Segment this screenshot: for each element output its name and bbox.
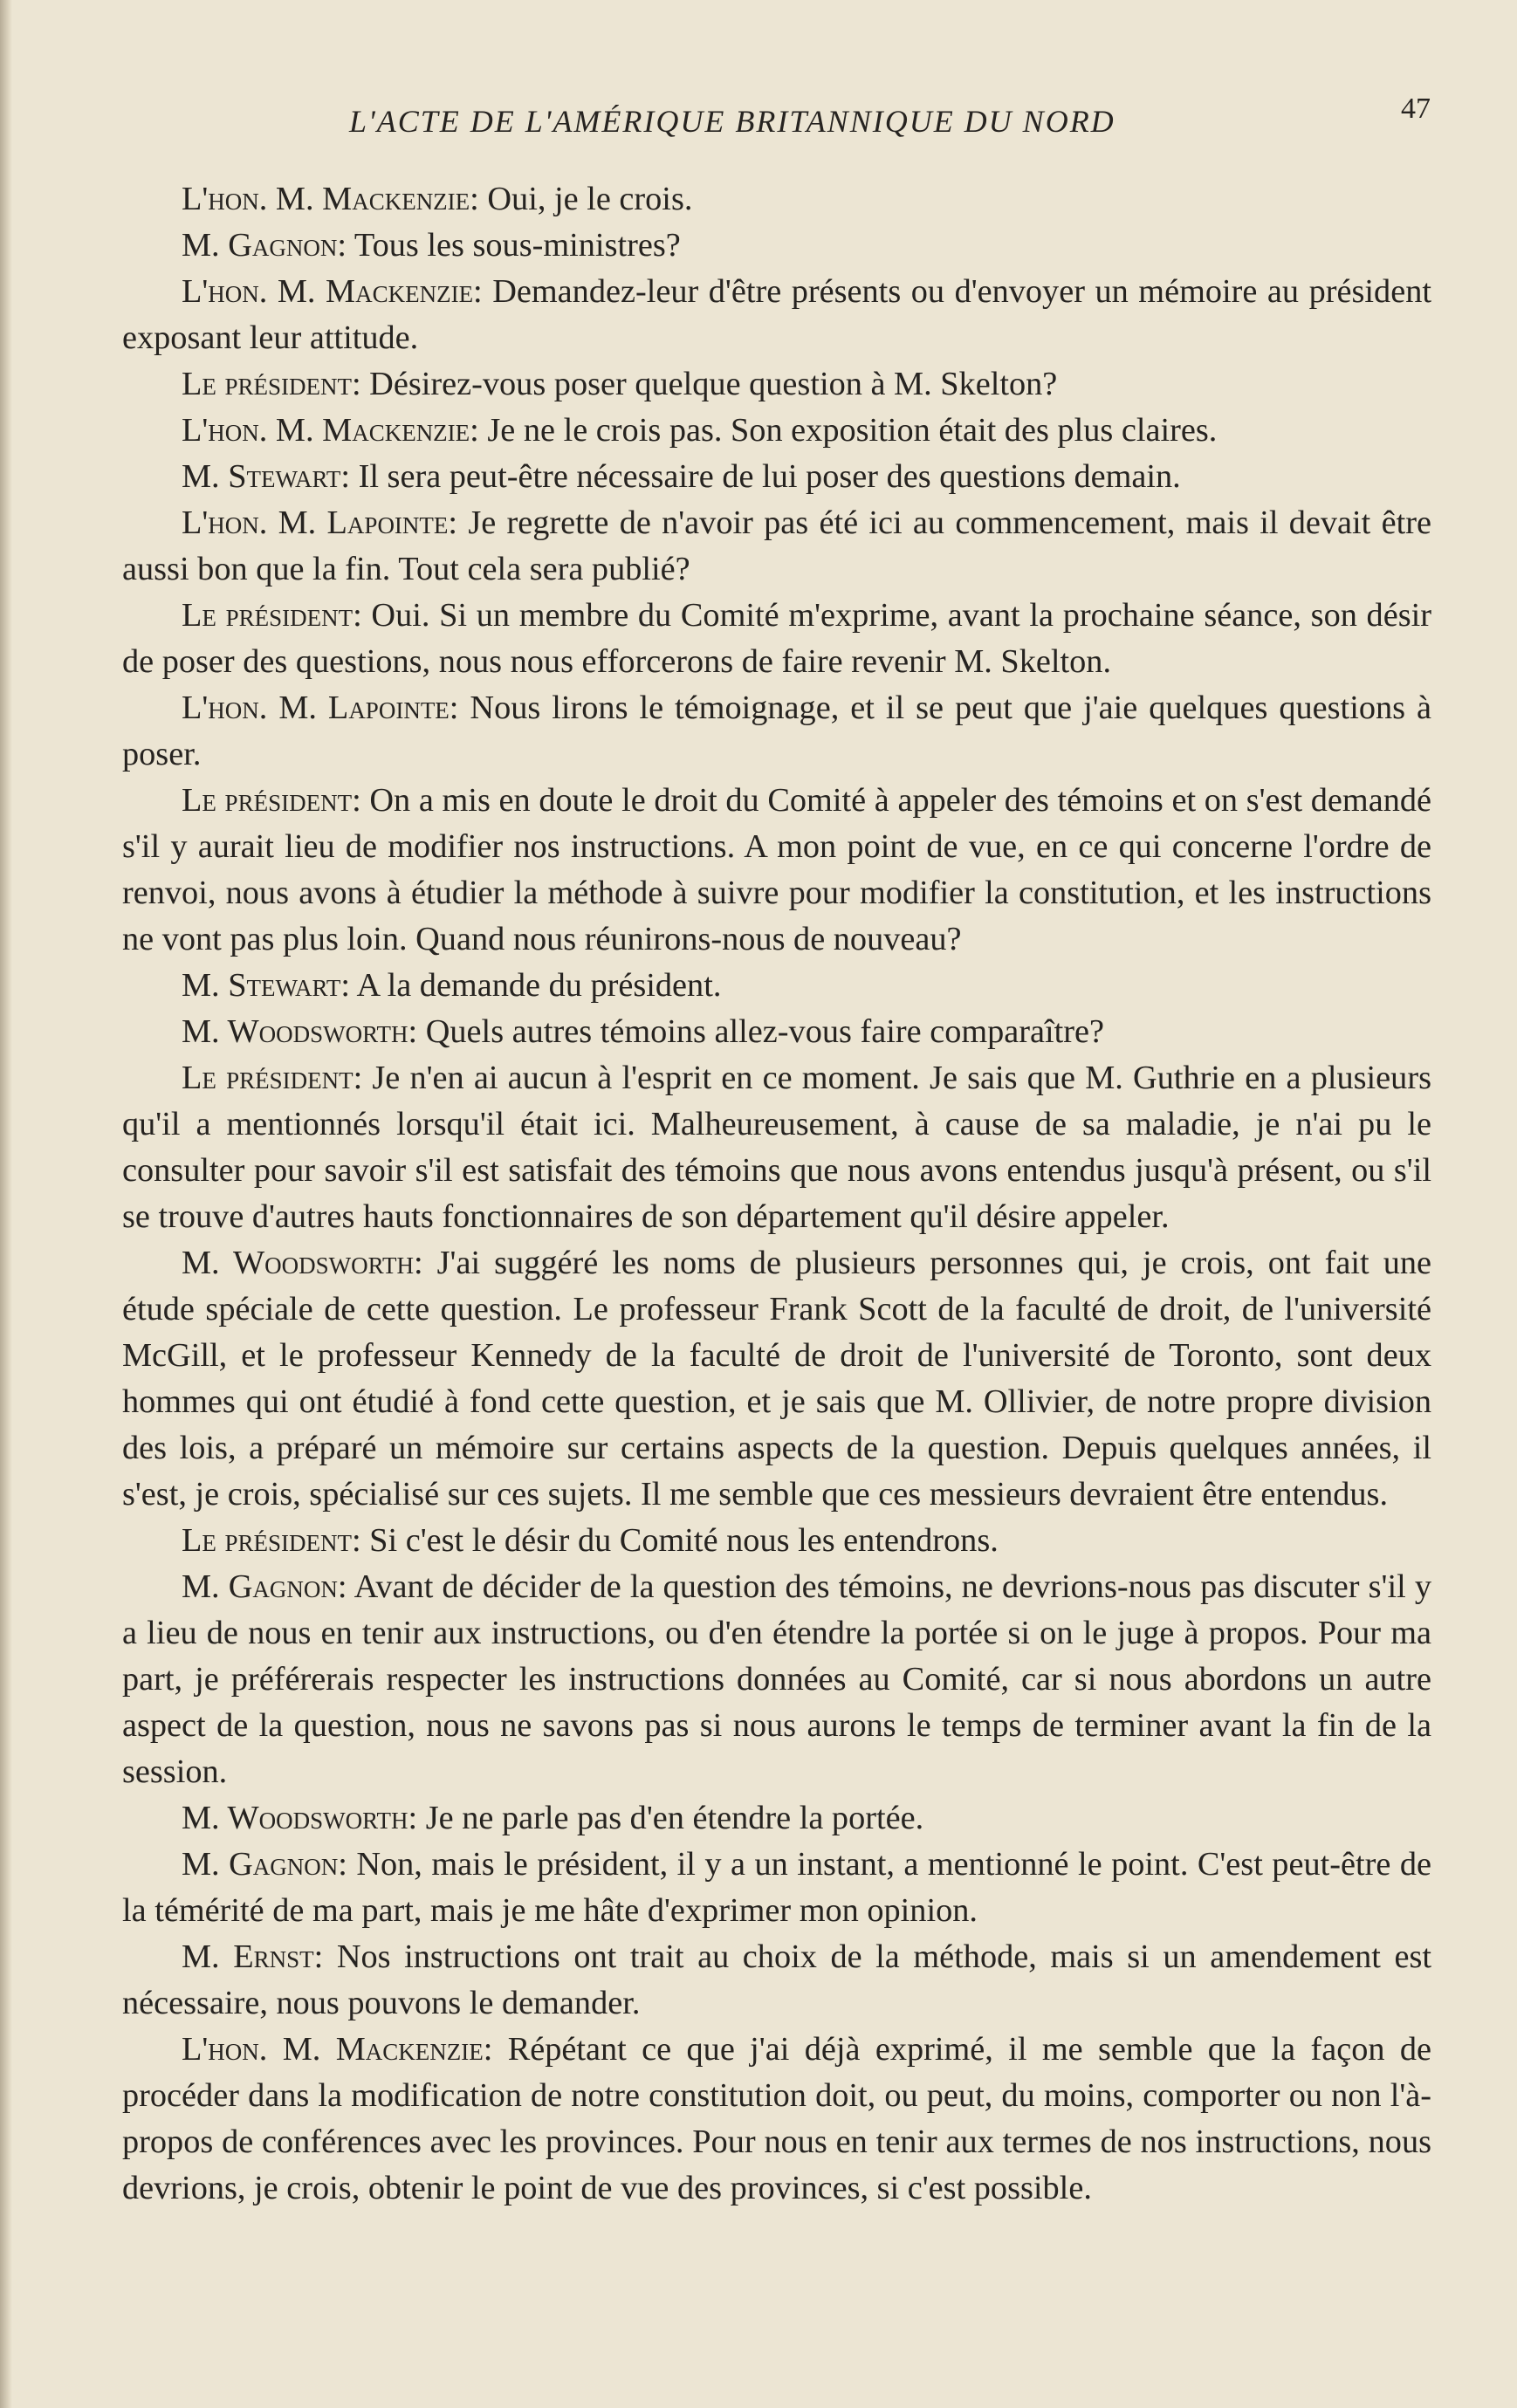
paragraph <box>122 1240 1431 1518</box>
paragraph <box>122 454 1431 500</box>
page-number: 47 <box>1401 93 1431 125</box>
paragraph-text: Tous les sous-ministres? <box>347 227 681 264</box>
speaker-name: M. Ernst: <box>182 1938 324 1975</box>
paragraph <box>122 1842 1431 1934</box>
speaker-name: Le président: <box>182 782 361 819</box>
paragraph-text: On a mis en doute le droit du Comité à appeler des témoins et on s'est demandé s'il y aurait lieu de modifier nos instructions. A mon point de vue, en ce qui concerne l'ordre de renvoi, nous avons à étudier la méthode à suivre pour modifier la constitution, et les instructions ne vont pas plus loin. Quand nous réunirons-nous de nouveau? <box>122 782 1431 957</box>
paragraph-text: Avant de décider de la question des témoins, ne devrions-nous pas discuter s'il y a lieu de nous en tenir aux instructions, ou d'en étendre la portée si on le juge à propos. Pour ma part, je préférerais respecter les instructions données au Comité, car si nous abordons un autre aspect de la question, nous ne savons pas si nous aurons le temps de terminer avant la fin de la session. <box>122 1568 1432 1790</box>
body-text <box>122 176 1431 2212</box>
paragraph-text: Nos instructions ont trait au choix de la méthode, mais si un amendement est nécessaire, nous pouvons le demander. <box>122 1938 1431 2021</box>
speaker-name: M. Woodsworth: <box>182 1800 418 1836</box>
paragraph-text: Nous lirons le témoignage, et il se peut que j'aie quelques questions à poser. <box>122 689 1431 772</box>
paragraph-text: Si c'est le désir du Comité nous les entendrons. <box>360 1522 999 1559</box>
paragraph-text: A la demande du président. <box>350 967 722 1004</box>
speaker-name: L'hon. M. Mackenzie: <box>182 2031 493 2068</box>
speaker-name: L'hon. M. Mackenzie: <box>182 273 483 310</box>
paragraph <box>122 223 1431 269</box>
paragraph <box>122 269 1431 361</box>
paragraph <box>122 1564 1431 1795</box>
speaker-name: L'hon. M. Lapointe: <box>182 689 459 726</box>
paragraph <box>122 2027 1431 2212</box>
speaker-name: M. Gagnon: <box>182 1568 347 1605</box>
paragraph-text: Je ne le crois pas. Son exposition était des plus claires. <box>478 412 1218 449</box>
page-edge <box>0 0 12 2408</box>
speaker-name: M. Stewart: <box>182 967 350 1004</box>
paragraph-text: Demandez-leur d'être présents ou d'envoyer un mémoire au président exposant leur attitude. <box>122 273 1431 356</box>
paragraph <box>122 408 1431 454</box>
speaker-name: Le président: <box>182 1060 363 1096</box>
paragraph-text: Je ne parle pas d'en étendre la portée. <box>417 1800 924 1836</box>
running-title: L'ACTE DE L'AMÉRIQUE BRITANNIQUE DU NORD <box>349 104 1115 139</box>
speaker-name: M. Gagnon: <box>182 227 347 264</box>
paragraph-text: Répétant ce que j'ai déjà exprimé, il me semble que la façon de procéder dans la modification de notre constitution doit, ou peut, du moins, comporter ou non l'à-propos de conférences avec les provinces. Pour nous en tenir aux termes de nos instructions, nous devrions, je crois, obtenir le point de vue des provinces, si c'est possible. <box>122 2031 1431 2206</box>
speaker-name: M. Gagnon: <box>182 1846 347 1883</box>
speaker-name: Le président: <box>182 1522 361 1559</box>
speaker-name: M. Stewart: <box>182 458 350 495</box>
paragraph-text: Quels autres témoins allez-vous faire comparaître? <box>417 1013 1105 1050</box>
page-header <box>0 87 1517 157</box>
speaker-name: Le président: <box>182 366 361 402</box>
paragraph <box>122 685 1431 778</box>
paragraph <box>122 593 1431 685</box>
paragraph-text: Oui. Si un membre du Comité m'exprime, avant la prochaine séance, son désir de poser des questions, nous nous efforcerons de faire revenir M. Skelton. <box>122 597 1432 680</box>
paragraph <box>122 1795 1431 1842</box>
paragraph <box>122 778 1431 963</box>
speaker-name: L'hon. M. Lapointe: <box>182 504 458 541</box>
paragraph <box>122 1055 1431 1240</box>
speaker-name: M. Woodsworth: <box>182 1013 418 1050</box>
speaker-name: M. Woodsworth: <box>182 1245 423 1281</box>
paragraph-text: Oui, je le crois. <box>478 181 693 217</box>
paragraph <box>122 176 1431 223</box>
paragraph <box>122 1518 1431 1564</box>
paragraph-text: Désirez-vous poser quelque question à M. Skelton? <box>360 366 1058 402</box>
paragraph-text: J'ai suggéré les noms de plusieurs personnes qui, je crois, ont fait une étude spéciale de cette question. Le professeur Frank Scott de la faculté de droit, de l'université McGill, et le professeur Kennedy de la faculté de droit de l'université de Toronto, sont deux hommes qui ont étudié à fond cette question, et je sais que M. Ollivier, de notre propre division des lois, a préparé un mémoire sur certains aspects de la question. Depuis quelques années, il s'est, je crois, spécialisé sur ces sujets. Il me semble que ces messieurs devraient être entendus. <box>122 1245 1432 1513</box>
paragraph <box>122 963 1431 1009</box>
paragraph-text: Il sera peut-être nécessaire de lui poser des questions demain. <box>350 458 1181 495</box>
paragraph <box>122 1009 1431 1055</box>
paragraph-text: Je n'en ai aucun à l'esprit en ce moment. Je sais que M. Guthrie en a plusieurs qu'il a mentionnés lorsqu'il était ici. Malheureusement, à cause de sa maladie, je n'ai pu le consulter pour savoir s'il est satisfait des témoins que nous avons entendus jusqu'à présent, ou s'il se trouve d'autres hauts fonctionnaires de son département qu'il désire appeler. <box>122 1060 1431 1235</box>
paragraph-text: Non, mais le président, il y a un instant, a mentionné le point. C'est peut-être de la témérité de ma part, mais je me hâte d'exprimer mon opinion. <box>122 1846 1431 1929</box>
paragraph <box>122 500 1431 593</box>
speaker-name: L'hon. M. Mackenzie: <box>182 412 479 449</box>
paragraph <box>122 1934 1431 2027</box>
paragraph-text: Je regrette de n'avoir pas été ici au commencement, mais il devait être aussi bon que la fin. Tout cela sera publié? <box>122 504 1431 587</box>
paragraph <box>122 361 1431 408</box>
speaker-name: L'hon. M. Mackenzie: <box>182 181 479 217</box>
speaker-name: Le président: <box>182 597 362 634</box>
